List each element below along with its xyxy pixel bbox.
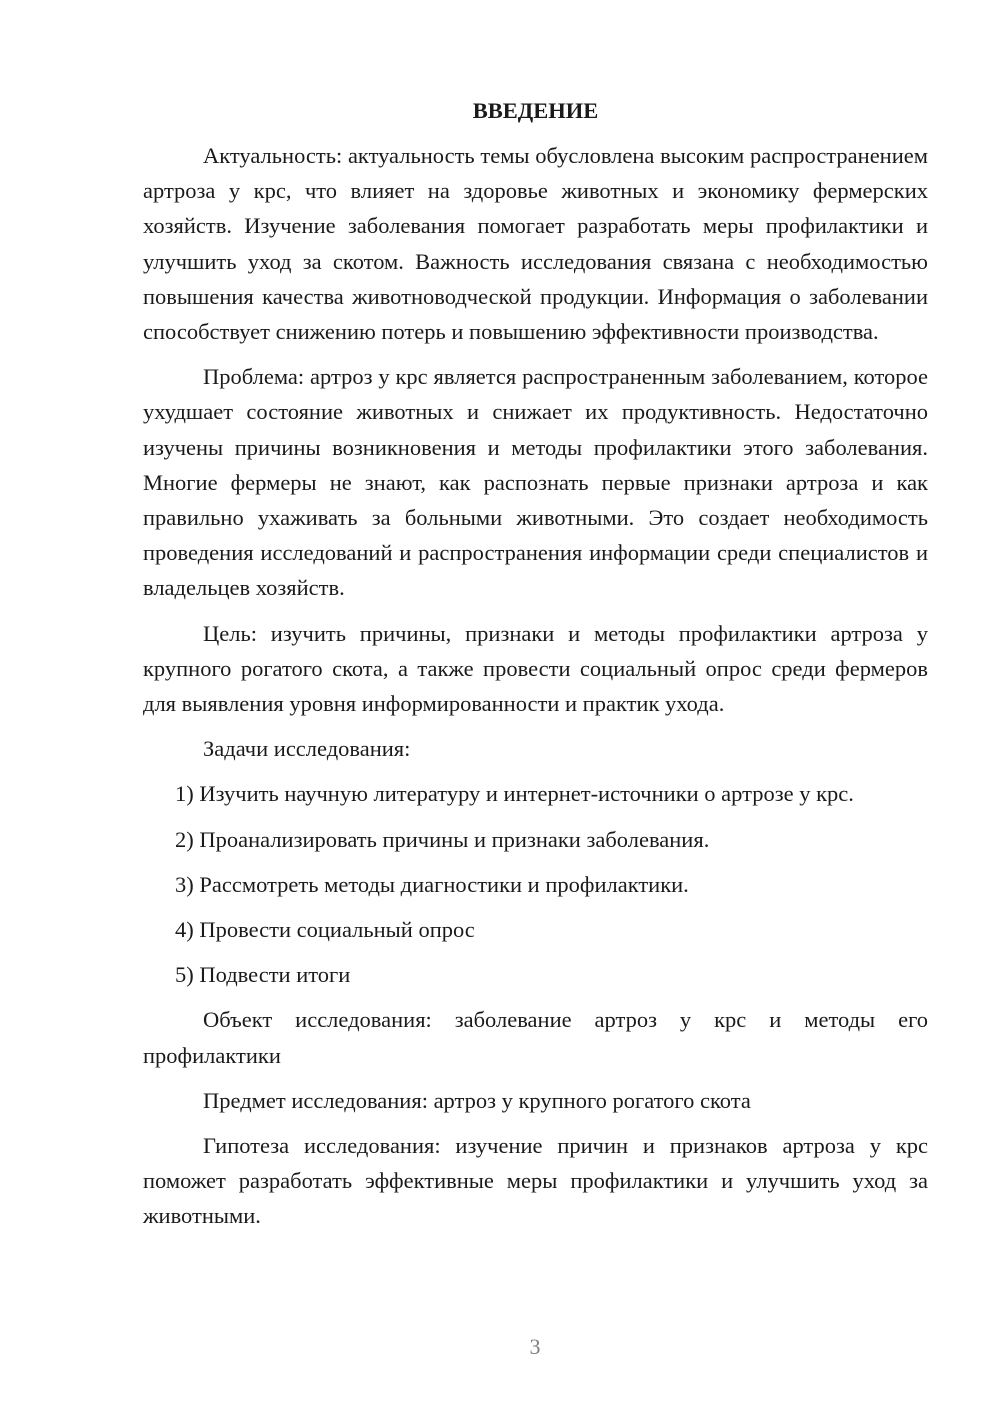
list-item: 2) Проанализировать причины и признаки заболевания.	[175, 826, 710, 852]
page-title: ВВЕДЕНИЕ	[472, 98, 599, 123]
paragraph-object: Объект исследования: заболевание артроз у крс и методы его профилактики	[143, 1007, 928, 1068]
list-item: 1) Изучить научную литературу и интернет-источники о артрозе у крс.	[175, 781, 854, 807]
paragraph-relevance: Актуальность: актуальность темы обусловлена высоким распространением артроза у крс, что влияет на здоровье животных и экономику фермерских хозяйств. Изучение заболевания помогает разработать меры профилактики и улучшить уход за скотом. Важность исследования связана с необходимостью повышения качества животноводческой продукции. Информация о заболевании способствует снижению потерь и повышению эффективности производства.	[143, 143, 928, 345]
paragraph-hypothesis: Гипотеза исследования: изучение причин и признаков артроза у крс поможет разработать эффективные меры профилактики и улучшить уход за животными.	[143, 1133, 928, 1229]
list-item: 5) Подвести итоги	[175, 962, 351, 988]
document-page	[143, 96, 928, 1244]
tasks-list	[143, 776, 928, 992]
paragraph-subject: Предмет исследования: артроз у крупного рогатого скота	[203, 1087, 751, 1113]
tasks-heading: Задачи исследования:	[203, 736, 411, 762]
page-number: 3	[529, 1334, 541, 1359]
list-item: 4) Провести социальный опрос	[175, 917, 475, 943]
list-item: 3) Рассмотреть методы диагностики и профилактики.	[175, 871, 689, 897]
paragraph-problem: Проблема: артроз у крс является распространенным заболеванием, которое ухудшает состояние животных и снижает их продуктивность. Недостаточно изучены причины возникновения и методы профилактики этого заболевания. Многие фермеры не знают, как распознать первые признаки артроза и как правильно ухаживать за больными животными. Это создает необходимость проведения исследований и распространения информации среди специалистов и владельцев хозяйств.	[143, 364, 928, 601]
paragraph-goal: Цель: изучить причины, признаки и методы профилактики артроза у крупного рогатого скота, а также провести социальный опрос среди фермеров для выявления уровня информированности и практик ухода.	[143, 620, 928, 717]
